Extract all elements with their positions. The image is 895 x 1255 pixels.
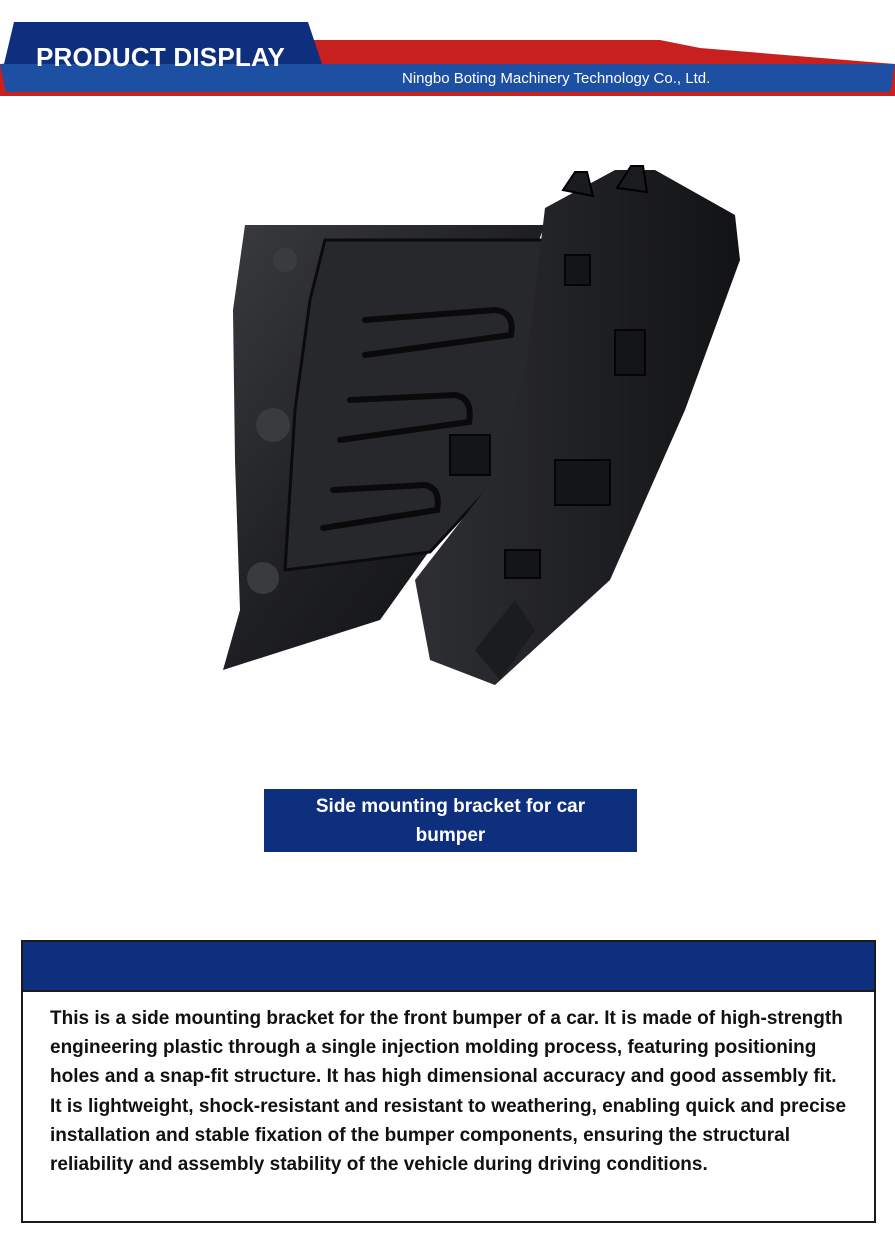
product-description: This is a side mounting bracket for the front bumper of a car. It is made of high-strength engineering plastic through a single injection molding process, featuring positioning holes and a snap-fit structure. It has high dimensional accuracy and good assembly fit. It is lightweight, shock-resistant and resistant to weathering, enabling quick and precise installation and stable fixation of the bumper components, ensuring the structural reliability and assembly stability of the vehicle during driving conditions. <box>50 1008 847 1176</box>
description-header-bar <box>23 942 874 992</box>
header-banner <box>0 18 895 96</box>
car-bumper-side-bracket-photo <box>215 160 745 690</box>
company-name: Ningbo Boting Machinery Technology Co., Ltd. <box>402 70 711 87</box>
description-panel <box>21 940 876 1223</box>
page-title: PRODUCT DISPLAY <box>36 42 286 72</box>
product-caption: Side mounting bracket for car bumper <box>264 789 637 852</box>
